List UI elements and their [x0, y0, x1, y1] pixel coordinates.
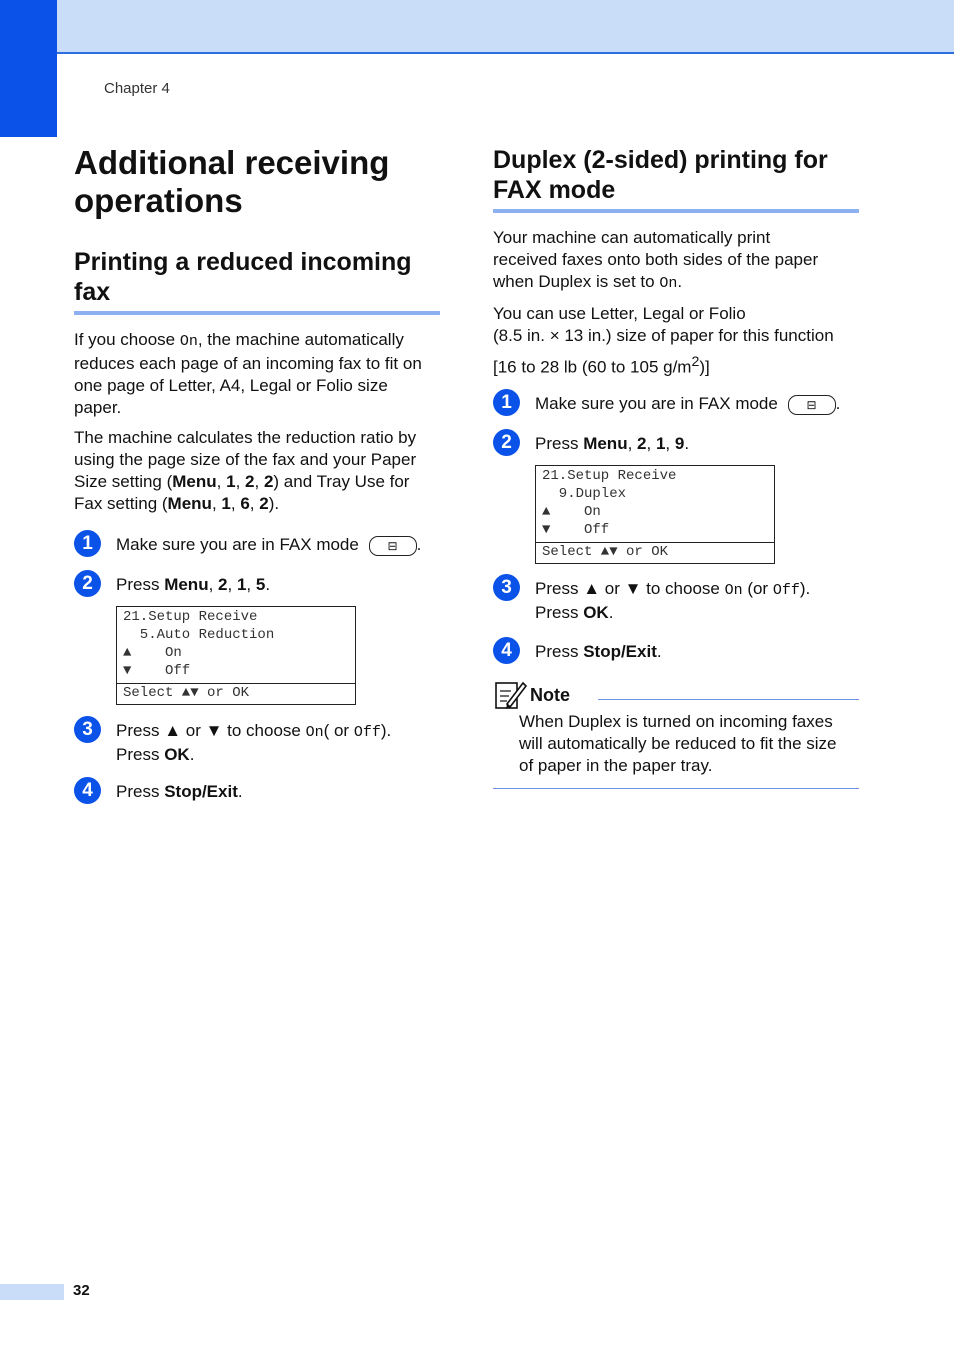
heading-rule: [74, 311, 440, 315]
reduced-fax-intro: If you choose On, the machine automatically reduces each page of an incoming fax to fit on one page of Letter, A4, Legal or Folio size paper.: [74, 330, 422, 417]
footer-band: [0, 1284, 64, 1300]
step-number-3: 3: [74, 716, 101, 743]
step-number-2: 2: [493, 429, 520, 456]
step-number-2: 2: [74, 570, 101, 597]
step-number-4: 4: [74, 777, 101, 804]
note-end-rule: [493, 788, 859, 789]
step-number-3: 3: [493, 574, 520, 601]
lcd-display-duplex: 21.Setup Receive 9.Duplex ▲ On ▼ Off Select ▲▼ or OK: [535, 465, 775, 564]
note-box: [493, 677, 859, 792]
note-rule: [598, 699, 859, 700]
step-number-1: 1: [74, 530, 101, 557]
reduction-ratio-text: The machine calculates the reduction ratio by using the page size of the fax and your Paper Size setting (Menu, 1, 2, 2) and Tray Use for Fax setting (Menu, 1, 6, 2).: [74, 428, 417, 513]
duplex-intro: Your machine can automatically print received faxes onto both sides of the paper when Duplex is set to On.: [493, 228, 819, 292]
lcd-display-auto-reduction: 21.Setup Receive 5.Auto Reduction ▲ On ▼ Off Select ▲▼ or OK: [116, 606, 356, 705]
heading-rule: [493, 209, 859, 213]
step-number-4: 4: [493, 637, 520, 664]
fax-key-icon: ⊟: [369, 536, 417, 556]
fax-key-icon: ⊟: [788, 395, 836, 415]
section-heading-duplex: Duplex (2-sided) printing for FAX mode: [493, 146, 828, 204]
pencil-note-icon: [493, 677, 527, 711]
section-heading-reduced-fax: Printing a reduced incoming fax: [74, 248, 412, 306]
step-number-1: 1: [493, 389, 520, 416]
note-text: When Duplex is turned on incoming faxes will automatically be reduced to fit the size of paper in the paper tray.: [519, 712, 837, 775]
chapter-tab: [0, 0, 57, 137]
header-band: [0, 0, 954, 54]
chapter-label: Chapter 4: [104, 80, 170, 97]
paper-size-text: You can use Letter, Legal or Folio (8.5 in. × 13 in.) size of paper for this function [16 to 28 lb (60 to 105 $g/m^2$)]: [493, 304, 834, 377]
page-title: Additional receiving operations: [74, 144, 390, 219]
page-number: 32: [73, 1282, 90, 1299]
note-title: Note: [530, 685, 570, 705]
